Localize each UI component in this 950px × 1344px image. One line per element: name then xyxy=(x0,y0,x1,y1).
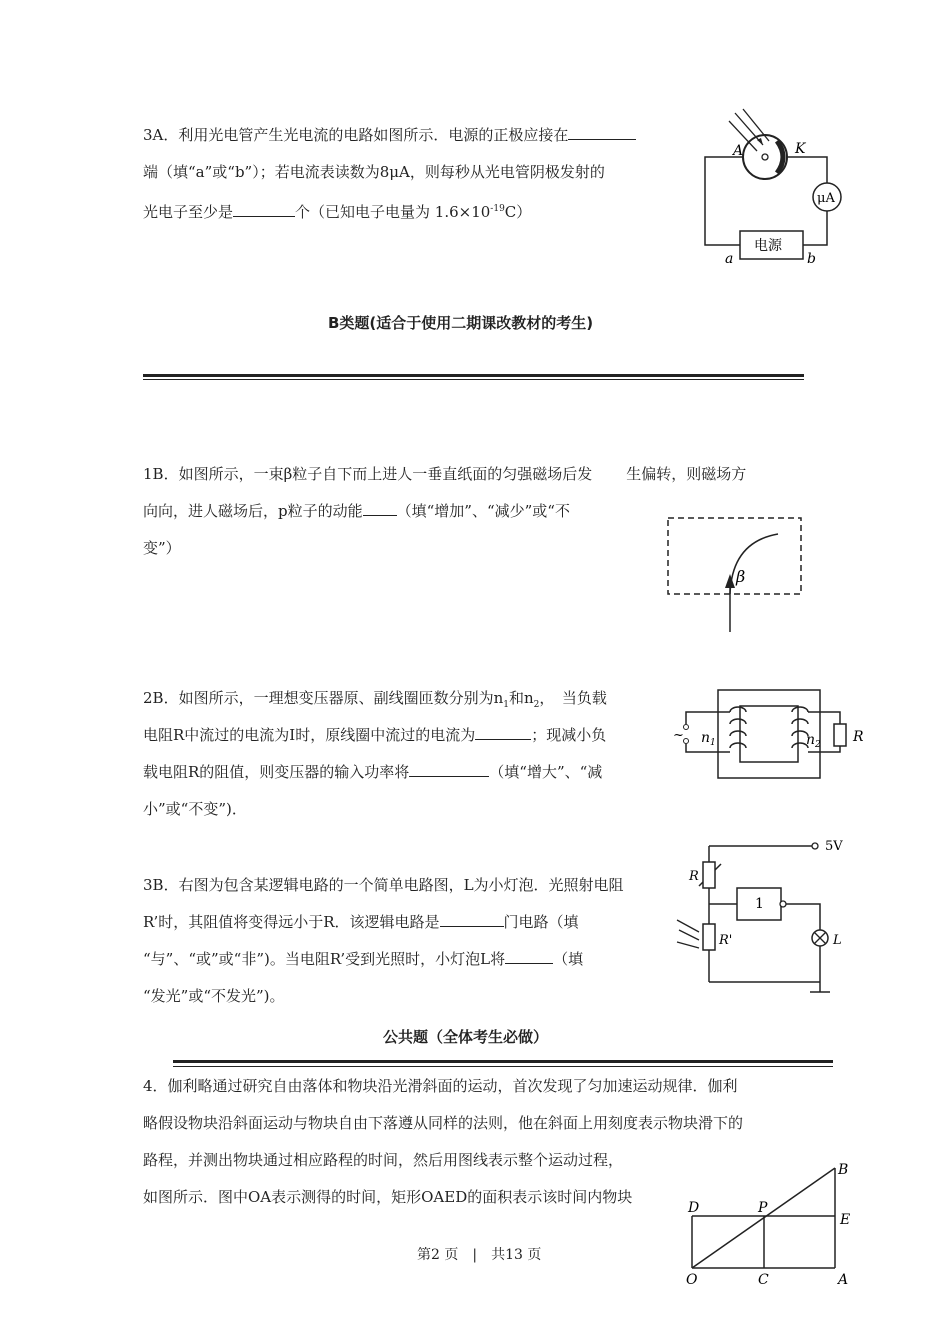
label-B: B xyxy=(838,1162,849,1178)
label-beta: β xyxy=(736,567,746,586)
q1b-line3: 变”） xyxy=(143,539,181,557)
page-footer: 第2 页 | 共13 页 xyxy=(417,1247,542,1263)
photocell-circuit-figure xyxy=(695,105,860,275)
label-D: D xyxy=(688,1200,700,1216)
q3a-line3: 光电子至少是 个（已知电子电量为 $1.6\times 10^{-19}C$） xyxy=(143,203,532,221)
section-public-title: 公共题（全体考生必做） xyxy=(383,1028,549,1046)
label-5v: 5V xyxy=(825,839,843,854)
label-a: a xyxy=(725,251,734,267)
q3b-blank2 xyxy=(505,949,553,964)
q3b-line1: 3B．右图为包含某逻辑电路的一个简单电路图，L为小灯泡．光照射电阻 xyxy=(143,876,624,894)
magnetic-field-figure xyxy=(660,512,810,637)
label-L: L xyxy=(833,933,842,948)
q3a-blank2 xyxy=(233,202,295,217)
q2b-blank2 xyxy=(409,762,489,777)
label-n2: $n_2$ xyxy=(806,732,821,750)
section-b-rule xyxy=(143,374,804,377)
label-R-resistor: R xyxy=(689,869,699,884)
label-R-prime: R' xyxy=(719,933,733,948)
q3a-line1: 3A．利用光电管产生光电流的电路如图所示．电源的正极应接在 xyxy=(143,125,636,145)
q1b-line2: 向向，进人磁场后，p粒子的动能 （填“增加”、“减少”或“不 xyxy=(143,502,570,520)
galileo-graph-figure xyxy=(680,1158,855,1288)
transformer-figure xyxy=(668,682,873,794)
q2b-line4: 小”或“不变”)． xyxy=(143,800,247,818)
label-b: b xyxy=(807,251,816,267)
q1b-blank xyxy=(363,501,397,516)
label-E: E xyxy=(840,1212,851,1228)
q4-line2: 略假设物块沿斜面运动与物块自由下落遵从同样的法则，他在斜面上用刻度表示物块滑下的 xyxy=(143,1114,744,1132)
q4-line4: 如图所示．图中OA表示测得的时间，矩形OAED的面积表示该时间内物块 xyxy=(143,1188,633,1206)
logic-circuit-figure xyxy=(675,832,865,1000)
q3a-blank1 xyxy=(568,125,636,140)
q2b-line1: 2B．如图所示，一理想变压器原、副线圈匝数分别为$n_1$和$n_2$， 当负载 xyxy=(143,689,607,710)
label-K: K xyxy=(795,141,806,157)
ac-source-icon: ~ xyxy=(673,728,684,743)
q4-line1: 4．伽利略通过研究自由落体和物块沿光滑斜面的运动，首次发现了匀加速运动规律．伽利 xyxy=(143,1077,738,1095)
label-P: P xyxy=(758,1200,768,1216)
q3b-line2: R’时，其阻值将变得远小于R．该逻辑电路是 门电路（填 xyxy=(143,913,579,931)
section-public-rule-thin xyxy=(173,1066,833,1067)
q2b-line2: 电阻R中流过的电流为I时，原线圈中流过的电流为 ；现减小负 xyxy=(143,726,607,744)
section-b-title: B类题(适合于使用二期课改教材的考生) xyxy=(328,314,594,332)
q1b-line1: 1B．如图所示，一束β粒子自下而上进人一垂直纸面的匀强磁场后发 生偏转，则磁场方 xyxy=(143,465,747,483)
label-n1: $n_1$ xyxy=(701,730,716,748)
label-gate: 1 xyxy=(755,896,764,912)
label-C: C xyxy=(758,1272,769,1288)
section-public-rule xyxy=(173,1060,833,1063)
label-microammeter: μA xyxy=(817,191,835,206)
q4-line3: 路程，并测出物块通过相应路程的时间，然后用图线表示整个运动过程， xyxy=(143,1151,624,1169)
label-A-axis: A xyxy=(838,1272,849,1288)
q3b-blank1 xyxy=(440,912,504,927)
section-b-rule-thin xyxy=(143,379,804,380)
q3a-line2: 端（填“a”或“b”）；若电流表读数为8μA，则每秒从光电管阴极发射的 xyxy=(143,163,605,181)
q2b-blank1 xyxy=(475,725,531,740)
q2b-line3: 载电阻R的阻值，则变压器的输入功率将 （填“增大”、“减 xyxy=(143,763,603,781)
label-R: R xyxy=(853,729,864,745)
q3b-line4: “发光”或“不发光”)。 xyxy=(143,987,285,1005)
q3b-line3: “与”、“或”或“非”)。当电阻R’受到光照时，小灯泡L将 （填 xyxy=(143,950,584,968)
label-O: O xyxy=(686,1272,698,1288)
label-power-source: 电源 xyxy=(754,238,782,254)
label-A: A xyxy=(733,143,744,159)
